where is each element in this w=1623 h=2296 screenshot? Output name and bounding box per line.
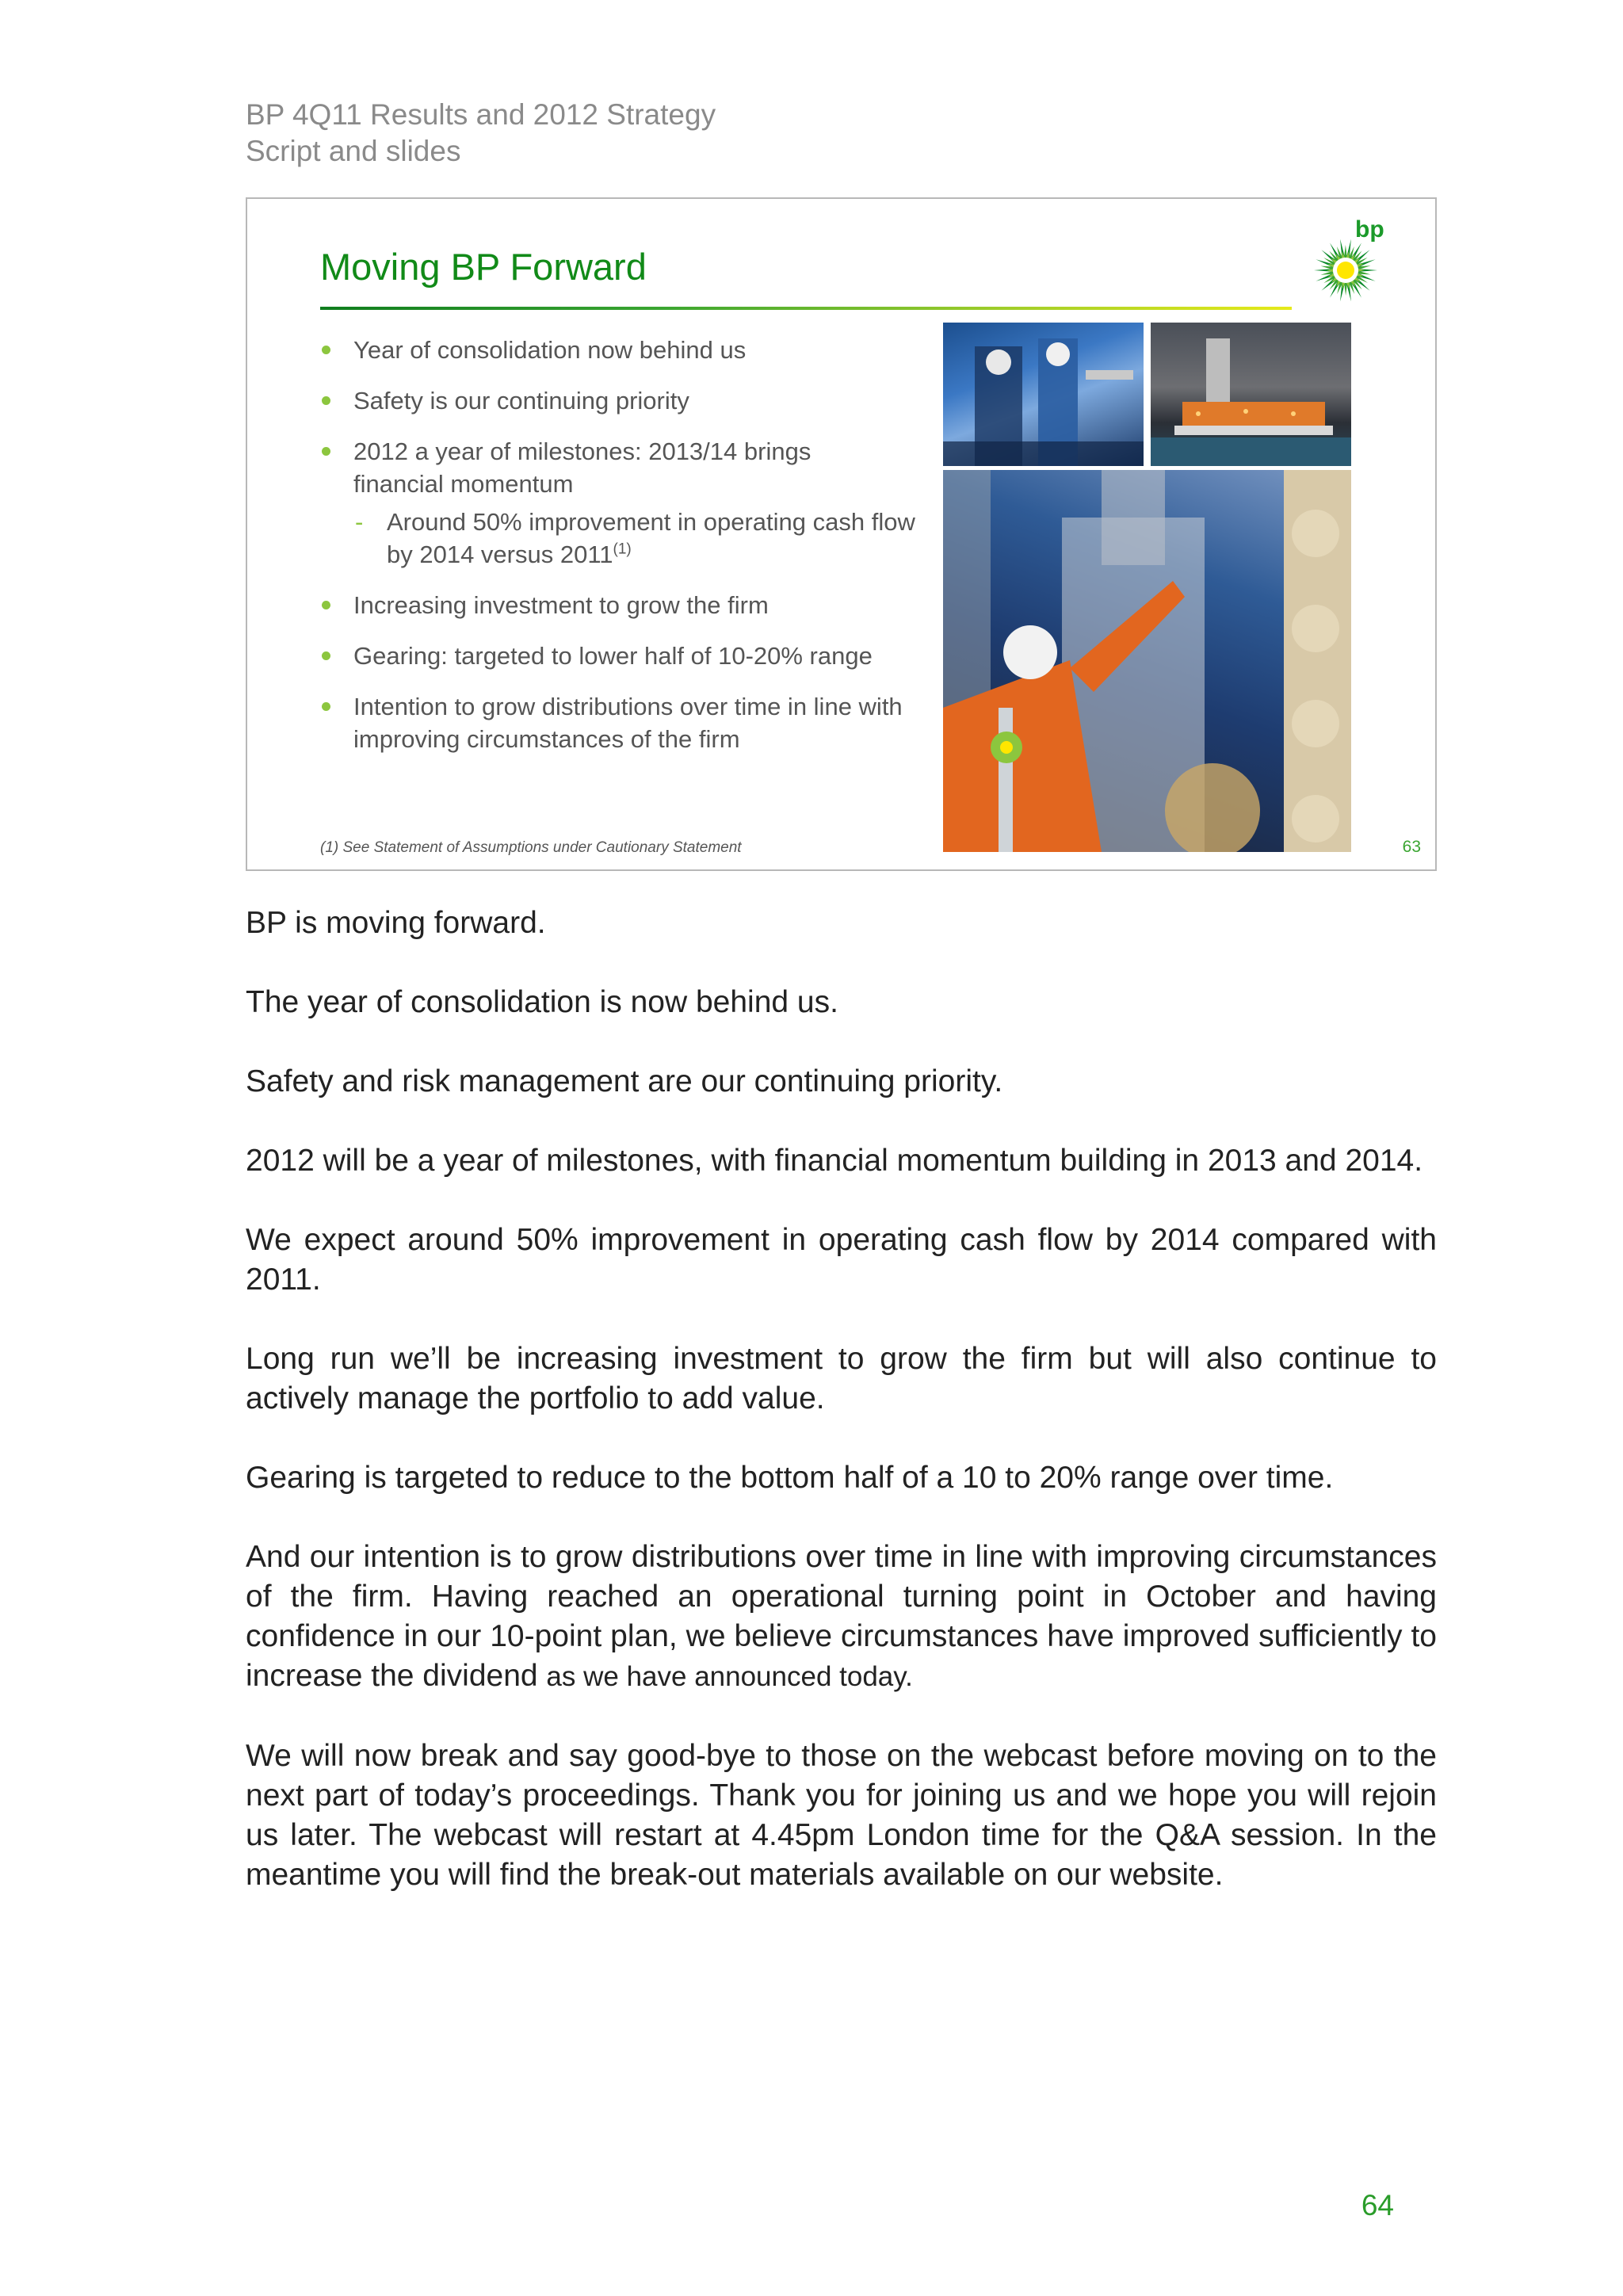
bullet-dot-icon [322,396,330,405]
bullet-item: Safety is our continuing priority [320,384,922,417]
footnote-ref: (1) [613,541,632,558]
sub-bullet-item: - Around 50% improvement in operating cash flow by 2014 versus 2011$^{(1)}$ [320,506,922,571]
bullet-dot-icon [322,651,330,660]
bp-logo-text: bp [1355,216,1384,243]
page-number: 64 [1361,2189,1394,2222]
photo-engineer-pointing [943,470,1351,852]
script-text [246,904,1437,1935]
sub-bullet-dash: - [355,508,364,536]
bullet-item: Intention to grow distributions over time in line with improving circumstances of the firm [320,690,930,755]
script-paragraph: BP is moving forward. [246,906,546,940]
bullet-dot-icon [322,447,330,456]
bullet-item: Increasing investment to grow the firm [320,589,922,621]
bullet-dot-icon [322,346,330,354]
slide-page-number: 63 [1402,838,1421,856]
photo-offshore-platform [1151,323,1351,466]
slide-63 [246,197,1437,871]
script-paragraph-closing: We will now break and say good-bye to those on the webcast before moving on to the next part of today’s proceedings. Thank you for joining us and we hope you will rejoin us later. The webcast will restart at 4.45pm London time for the Q&A session. In the meantime you will find the break-out materials available on our website. [246,1739,1437,1892]
script-paragraph: Gearing is targeted to reduce to the bottom half of a 10 to 20% range over time. [246,1461,1334,1495]
slide-bullet-list [320,334,922,774]
script-paragraph: Long run we’ll be increasing investment to grow the firm but will also continue to actively manage the portfolio to add value. [246,1342,1437,1415]
script-paragraph-dividend: And our intention is to grow distributions over time in line with improving circumstances of the firm. Having reached an operational turning point in October and having confidence in our 10-point plan, we believe circumstances have improved sufficiently to increase the dividend as we have announced today. [246,1540,1437,1693]
header-title: BP 4Q11 Results and 2012 Strategy [246,98,716,131]
bullet-item: Gearing: targeted to lower half of 10-20% range [320,640,875,672]
photo-rig-workers [943,323,1144,466]
script-paragraph: 2012 will be a year of milestones, with financial momentum building in 2013 and 2014. [246,1144,1423,1178]
script-paragraph: The year of consolidation is now behind us. [246,985,838,1019]
bullet-item: 2012 a year of milestones: 2013/14 brings financial momentum [320,435,827,500]
script-paragraph: We expect around 50% improvement in operating cash flow by 2014 compared with 2011. [246,1223,1437,1297]
bullet-dot-icon [322,702,330,711]
header-subtitle: Script and slides [246,135,461,167]
slide-title: Moving BP Forward [320,246,647,288]
title-rule [320,307,1292,310]
script-paragraph: Safety and risk management are our continuing priority. [246,1064,1003,1098]
bullet-item: Year of consolidation now behind us [320,334,922,366]
document-header [246,97,716,170]
slide-footnote: (1) See Statement of Assumptions under Cautionary Statement [320,839,742,856]
bullet-dot-icon [322,601,330,609]
